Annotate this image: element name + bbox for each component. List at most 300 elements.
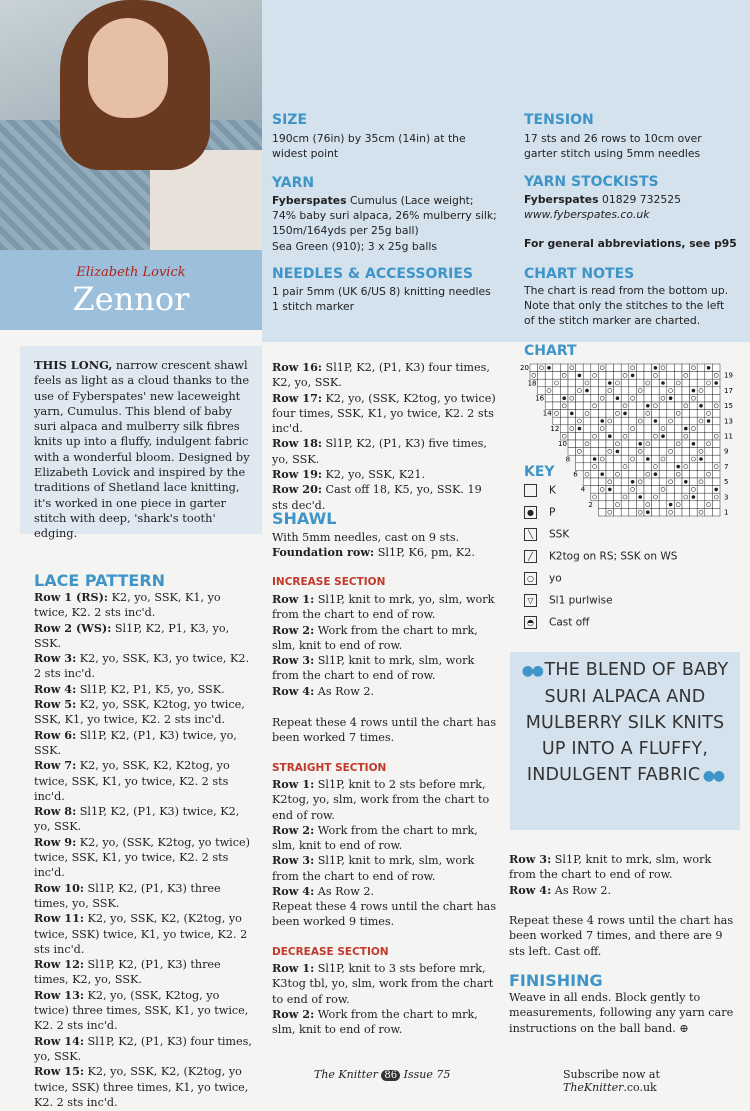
size-text: 190cm (76in) by 35cm (14in) at the widest point xyxy=(272,132,466,161)
decrease-heading: DECREASE SECTION xyxy=(272,946,389,958)
chart-cell xyxy=(712,501,720,509)
pattern-row: Row 3: Sl1P, knit to mrk, slm, work from the chart to end of row. xyxy=(272,853,475,883)
chart-cell xyxy=(712,432,720,440)
chart-cell xyxy=(712,417,720,425)
chart-cell xyxy=(697,364,705,372)
chart-cell xyxy=(621,417,629,425)
chart-cell xyxy=(591,425,599,433)
chart-cell xyxy=(583,432,591,440)
chart-row-label: 14 xyxy=(542,409,552,418)
col2-rows xyxy=(272,360,498,513)
chart-symbol xyxy=(669,396,673,400)
chart-cell xyxy=(674,432,682,440)
pattern-row: Row 14: Sl1P, K2, (P1, K3) four times, yo, SSK. xyxy=(34,1033,252,1063)
chart-cell xyxy=(576,410,584,418)
chart-cell xyxy=(659,508,667,516)
key-item-ssk: ╲ SSK xyxy=(524,528,569,541)
chart-row-label: 2 xyxy=(588,500,593,509)
chart-cell xyxy=(682,417,690,425)
chart-cell xyxy=(690,425,698,433)
chart-cell xyxy=(667,478,675,486)
chart-cell xyxy=(614,455,622,463)
chart-cell xyxy=(576,364,584,372)
chart-cell xyxy=(606,387,614,395)
pattern-row: Row 6: Sl1P, K2, (P1, K3) twice, yo, SSK. xyxy=(34,727,237,757)
footer-left: The Knitter 86 Issue 75 xyxy=(314,1068,451,1081)
chart-cell xyxy=(652,448,660,456)
chart-cell xyxy=(712,463,720,471)
chart-cell xyxy=(598,372,606,380)
pattern-row: Row 13: K2, yo, (SSK, K2tog, yo twice) three times, SSK, K1, yo twice, K2. 2 sts inc'd. xyxy=(34,987,249,1033)
quote-dots-end-icon: ●● xyxy=(700,768,724,784)
chart-cell xyxy=(652,486,660,494)
chart-row-label: 3 xyxy=(724,493,729,502)
chart-cell xyxy=(583,364,591,372)
abbrev-note: For general abbreviations, see p95 xyxy=(524,237,737,250)
chart-cell xyxy=(667,440,675,448)
chart-cell xyxy=(621,372,629,380)
pattern-row: Row 1: Sl1P, knit to 3 sts before mrk, K3tog tbl, yo, slm, work from the chart to end of row. xyxy=(272,961,494,1006)
chart-cell xyxy=(712,448,720,456)
straight-rows xyxy=(272,777,498,899)
chart-cell xyxy=(705,493,713,501)
chart-cell xyxy=(636,448,644,456)
chart-cell xyxy=(697,394,705,402)
chart-cell xyxy=(636,455,644,463)
chart-cell xyxy=(598,478,606,486)
chart-cell xyxy=(591,394,599,402)
chart-cell xyxy=(667,364,675,372)
chart-cell xyxy=(652,394,660,402)
chart-heading: CHART xyxy=(524,343,577,359)
chart-symbol xyxy=(646,510,650,514)
chart-cell xyxy=(598,501,606,509)
chart-cell xyxy=(697,440,705,448)
chart-cell xyxy=(682,463,690,471)
chart-cell xyxy=(667,486,675,494)
chart-cell xyxy=(591,478,599,486)
chart-cell xyxy=(538,379,546,387)
pattern-row: Row 16: Sl1P, K2, (P1, K3) four times, K2, yo, SSK. xyxy=(272,360,490,390)
chart-cell xyxy=(690,372,698,380)
chart-cell xyxy=(591,387,599,395)
chart-cell xyxy=(576,387,584,395)
chart-cell xyxy=(621,455,629,463)
chart-row-label: 12 xyxy=(550,424,560,433)
chart-symbol xyxy=(692,442,696,446)
chart-cell xyxy=(568,394,576,402)
chart-cell xyxy=(591,448,599,456)
pattern-row: Row 5: K2, yo, SSK, K2tog, yo twice, SSK, K1, yo twice, K2. 2 sts inc'd. xyxy=(34,697,245,727)
chart-cell xyxy=(652,508,660,516)
purl-icon: ● xyxy=(524,506,537,519)
chart-symbol xyxy=(661,381,665,385)
chart-cell xyxy=(667,493,675,501)
chart-cell xyxy=(545,402,553,410)
chart-cell xyxy=(712,364,720,372)
chart-symbol xyxy=(707,366,711,370)
pattern-row: Row 2: Work from the chart to mrk, slm, knit to end of row. xyxy=(272,822,478,853)
chart-cell xyxy=(712,455,720,463)
chart-row-label: 6 xyxy=(573,470,578,479)
chart-cell xyxy=(712,425,720,433)
chart-cell xyxy=(598,448,606,456)
chart-symbol xyxy=(646,457,650,461)
chart-cell xyxy=(621,501,629,509)
end-mark-icon: ⊕ xyxy=(679,1021,689,1035)
chart-cell xyxy=(690,379,698,387)
pattern-row: Row 10: Sl1P, K2, (P1, K3) three times, yo, SSK. xyxy=(34,880,221,910)
chart-cell xyxy=(690,501,698,509)
increase-repeat: Repeat these 4 rows until the chart has been worked 7 times. xyxy=(272,716,497,745)
chart-cell xyxy=(583,470,591,478)
chart-cell xyxy=(629,394,637,402)
chart-cell xyxy=(690,455,698,463)
chart-symbol xyxy=(570,412,574,416)
chart-cell xyxy=(659,402,667,410)
chart-cell xyxy=(583,372,591,380)
chart-cell xyxy=(652,402,660,410)
chart-cell xyxy=(598,364,606,372)
chart-cell xyxy=(621,379,629,387)
pattern-row: Row 9: K2, yo, (SSK, K2tog, yo twice) twice, SSK, K1, yo twice, K2. 2 sts inc'd. xyxy=(34,834,250,880)
chart-cell xyxy=(652,501,660,509)
chart-row-label: 18 xyxy=(527,379,537,388)
shawl-text: With 5mm needles, cast on 9 sts. Foundation row: Sl1P, K6, pm, K2. xyxy=(272,531,475,560)
chart-cell xyxy=(697,493,705,501)
chart-cell xyxy=(705,478,713,486)
chart-cell xyxy=(659,478,667,486)
chart-cell xyxy=(621,470,629,478)
chart-cell xyxy=(712,493,720,501)
chart-cell xyxy=(621,402,629,410)
chart-cell xyxy=(560,425,568,433)
chart-cell xyxy=(598,425,606,433)
chart-cell xyxy=(591,463,599,471)
chart-symbol xyxy=(714,488,718,492)
chart-cell xyxy=(614,470,622,478)
chart-cell xyxy=(705,486,713,494)
yarn-text: Fyberspates Cumulus (Lace weight; 74% baby suri alpaca, 26% mulberry silk; 150m/164yds per 25g ball) Sea Green (910); 3 x 25g balls xyxy=(272,194,497,253)
chart-cell xyxy=(591,493,599,501)
chart-cell xyxy=(591,440,599,448)
chart-cell xyxy=(682,486,690,494)
chart-cell xyxy=(644,432,652,440)
chart-cell xyxy=(591,432,599,440)
chart-cell xyxy=(705,440,713,448)
chart-cell xyxy=(621,425,629,433)
chart-cell xyxy=(667,417,675,425)
chart-cell xyxy=(560,410,568,418)
yarn-heading: YARN xyxy=(272,175,315,191)
chart-cell xyxy=(598,394,606,402)
chart-cell xyxy=(560,387,568,395)
chart-cell xyxy=(652,493,660,501)
chart-cell xyxy=(614,440,622,448)
chart-cell xyxy=(576,455,584,463)
chart-row-label: 10 xyxy=(558,440,567,449)
chart-cell xyxy=(614,432,622,440)
chart-cell xyxy=(682,440,690,448)
chart-cell xyxy=(568,448,576,456)
chart-cell xyxy=(629,501,637,509)
chart-cell xyxy=(674,364,682,372)
chart-cell xyxy=(614,486,622,494)
chart-cell xyxy=(568,379,576,387)
chart-cell xyxy=(690,417,698,425)
chart-cell xyxy=(614,508,622,516)
chart-cell xyxy=(697,478,705,486)
chart-cell xyxy=(667,402,675,410)
chart-cell xyxy=(644,394,652,402)
chart-cell xyxy=(629,432,637,440)
chart-cell xyxy=(629,402,637,410)
chart-cell xyxy=(538,372,546,380)
chart-cell xyxy=(614,387,622,395)
chart-symbol xyxy=(562,396,566,400)
chart-cell xyxy=(598,387,606,395)
chart-cell xyxy=(591,417,599,425)
key-item-sl1: ▽ Sl1 purlwise xyxy=(524,594,613,607)
chart-cell xyxy=(636,402,644,410)
chart-cell xyxy=(712,394,720,402)
chart-cell xyxy=(674,493,682,501)
key-item-yo: ○ yo xyxy=(524,572,562,585)
chart-cell xyxy=(705,448,713,456)
pattern-row: Row 11: K2, yo, SSK, K2, (K2tog, yo twice, SSK) twice, K1, yo twice, K2. 2 sts inc'd. xyxy=(34,911,248,956)
footer-right: Subscribe now at TheKnitter.co.uk xyxy=(563,1068,660,1094)
chart-cell xyxy=(674,508,682,516)
chart-cell xyxy=(674,470,682,478)
chart-cell xyxy=(690,470,698,478)
chart-cell xyxy=(644,440,652,448)
chart-cell xyxy=(621,394,629,402)
chart-symbol xyxy=(646,404,650,408)
chart-cell xyxy=(682,470,690,478)
chart-cell xyxy=(576,463,584,471)
chart-cell xyxy=(621,493,629,501)
chart-cell xyxy=(591,470,599,478)
chart-cell xyxy=(690,402,698,410)
chart-symbol xyxy=(699,404,703,408)
chart-cell xyxy=(606,470,614,478)
chart-symbol xyxy=(578,374,582,378)
chart-cell xyxy=(606,440,614,448)
lace-heading: LACE PATTERN xyxy=(34,571,166,590)
chart-cell xyxy=(659,455,667,463)
chart-cell xyxy=(697,501,705,509)
chart-cell xyxy=(697,387,705,395)
chart-symbol xyxy=(593,457,597,461)
chart-cell xyxy=(697,508,705,516)
chart-cell xyxy=(659,486,667,494)
chart-cell xyxy=(674,417,682,425)
chart-cell xyxy=(674,387,682,395)
chart-cell xyxy=(576,417,584,425)
chart-cell xyxy=(690,508,698,516)
chart-cell xyxy=(674,440,682,448)
chart-cell xyxy=(674,425,682,433)
chart-cell xyxy=(598,379,606,387)
pattern-row: Row 4: As Row 2. xyxy=(272,683,375,698)
chart-cell xyxy=(545,394,553,402)
chart-cell xyxy=(560,417,568,425)
pattern-row: Row 2 (WS): Sl1P, K2, P1, K3, yo, SSK. xyxy=(34,620,230,650)
chart-cell xyxy=(712,387,720,395)
chart-cell xyxy=(598,508,606,516)
chart-cell xyxy=(583,478,591,486)
chart-cell xyxy=(553,364,561,372)
chart-symbol xyxy=(684,480,688,484)
chart-cell xyxy=(690,463,698,471)
key-heading: KEY xyxy=(524,464,555,480)
chart-cell xyxy=(614,402,622,410)
pattern-row: Row 12: Sl1P, K2, (P1, K3) three times, K2, yo, SSK. xyxy=(34,957,221,987)
chart-cell xyxy=(553,417,561,425)
chart-cell xyxy=(682,379,690,387)
chart-cell xyxy=(568,432,576,440)
chart-cell xyxy=(621,486,629,494)
chart-cell xyxy=(614,493,622,501)
chart-cell xyxy=(697,448,705,456)
chart-cell xyxy=(705,432,713,440)
chart-cell xyxy=(636,486,644,494)
chart-symbol xyxy=(585,389,589,393)
chart-cell xyxy=(530,372,538,380)
chart-cell xyxy=(583,379,591,387)
chart-cell xyxy=(674,379,682,387)
chart-cell xyxy=(560,402,568,410)
chart-cell xyxy=(667,508,675,516)
chart-cell xyxy=(621,432,629,440)
chart-cell xyxy=(644,501,652,509)
chart-cell xyxy=(629,486,637,494)
chart-cell xyxy=(598,410,606,418)
chart-cell xyxy=(644,410,652,418)
chart-cell xyxy=(606,417,614,425)
chart-cell xyxy=(576,402,584,410)
chart-symbol xyxy=(707,419,711,423)
ssk-icon: ╲ xyxy=(524,528,537,541)
chart-cell xyxy=(644,417,652,425)
chart-cell xyxy=(674,402,682,410)
chart-cell xyxy=(614,410,622,418)
stockists-text: Fyberspates 01829 732525 www.fyberspates.co.uk xyxy=(524,193,681,222)
chart-symbol xyxy=(616,450,620,454)
chart-row-label: 1 xyxy=(724,508,729,517)
chart-cell xyxy=(553,410,561,418)
pattern-row: Row 15: K2, yo, SSK, K2, (K2tog, yo twice, SSK) three times, K1, yo twice, K2. 2 sts inc'd. xyxy=(34,1064,249,1109)
chart-cell xyxy=(705,508,713,516)
chart-cell xyxy=(621,478,629,486)
pattern-row: Row 1 (RS): K2, yo, SSK, K1, yo twice, K2. 2 sts inc'd. xyxy=(34,590,221,620)
chart-cell xyxy=(674,455,682,463)
chart-symbol xyxy=(699,457,703,461)
chart-cell xyxy=(682,448,690,456)
pattern-row: Row 4: Sl1P, K2, P1, K5, yo, SSK. xyxy=(34,681,225,696)
chart-cell xyxy=(629,493,637,501)
chart-cell xyxy=(598,486,606,494)
pattern-row: Row 2: Work from the chart to mrk, slm, knit to end of row. xyxy=(272,622,478,652)
chart-symbol xyxy=(676,465,680,469)
chart-cell xyxy=(690,448,698,456)
chart-cell xyxy=(659,493,667,501)
chart-cell xyxy=(629,417,637,425)
chart-cell xyxy=(606,372,614,380)
chart-cell xyxy=(583,455,591,463)
col3-rows xyxy=(509,852,735,898)
tension-text: 17 sts and 26 rows to 10cm over garter stitch using 5mm needles xyxy=(524,132,702,161)
chart-cell xyxy=(576,394,584,402)
chart-cell xyxy=(576,448,584,456)
chart-cell xyxy=(591,364,599,372)
pattern-row: Row 20: Cast off 18, K5, yo, SSK. 19 sts dec'd. xyxy=(272,482,482,512)
chart-cell xyxy=(682,493,690,501)
chart-cell xyxy=(614,425,622,433)
quote-dots-icon: ●● xyxy=(521,663,545,679)
increase-heading: INCREASE SECTION xyxy=(272,576,386,588)
chart-cell xyxy=(614,379,622,387)
chart-symbol xyxy=(692,389,696,393)
chart-symbol xyxy=(638,495,642,499)
chart-symbol xyxy=(714,381,718,385)
chart-cell xyxy=(652,425,660,433)
shawl-heading: SHAWL xyxy=(272,509,337,528)
chart-cell xyxy=(659,501,667,509)
chart-cell xyxy=(606,425,614,433)
chart-cell xyxy=(583,440,591,448)
chart-cell xyxy=(705,410,713,418)
chart-cell xyxy=(636,372,644,380)
chart-cell xyxy=(629,364,637,372)
chart-row-label: 11 xyxy=(724,432,733,441)
pull-quote: ●● THE BLEND OF BABY SURI ALPACA AND MULBERRY SILK KNITS UP INTO A FLUFFY, INDULGENT FABRIC ●● xyxy=(521,660,729,785)
chart-cell xyxy=(629,470,637,478)
chart-cell xyxy=(606,448,614,456)
chart-cell xyxy=(629,455,637,463)
chart-cell xyxy=(568,417,576,425)
chart-cell xyxy=(644,493,652,501)
chart-notes-text: The chart is read from the bottom up. Note that only the stitches to the left of the stitch marker are charted. xyxy=(524,284,729,328)
chart-cell xyxy=(621,440,629,448)
chart-symbol xyxy=(661,434,665,438)
chart-row-label: 8 xyxy=(565,455,571,464)
chart-cell xyxy=(705,402,713,410)
chart-cell xyxy=(674,394,682,402)
straight-heading: STRAIGHT SECTION xyxy=(272,762,387,774)
chart-cell xyxy=(697,463,705,471)
chart-cell xyxy=(674,372,682,380)
chart-cell xyxy=(644,379,652,387)
chart-cell xyxy=(576,440,584,448)
chart-cell xyxy=(621,463,629,471)
chart-cell xyxy=(674,486,682,494)
chart-row-label: 20 xyxy=(520,364,529,373)
chart-cell xyxy=(636,387,644,395)
chart-cell xyxy=(583,448,591,456)
chart-row-label: 17 xyxy=(724,386,733,395)
chart-cell xyxy=(659,440,667,448)
chart-cell xyxy=(636,470,644,478)
chart-cell xyxy=(568,387,576,395)
col3-repeat: Repeat these 4 rows until the chart has been worked 7 times, and there are 9 sts left. Cast off. xyxy=(509,914,734,958)
chart-cell xyxy=(659,364,667,372)
chart-cell xyxy=(591,410,599,418)
chart-row-label: 4 xyxy=(580,485,586,494)
chart-cell xyxy=(591,372,599,380)
chart-cell xyxy=(705,387,713,395)
chart-cell xyxy=(682,432,690,440)
